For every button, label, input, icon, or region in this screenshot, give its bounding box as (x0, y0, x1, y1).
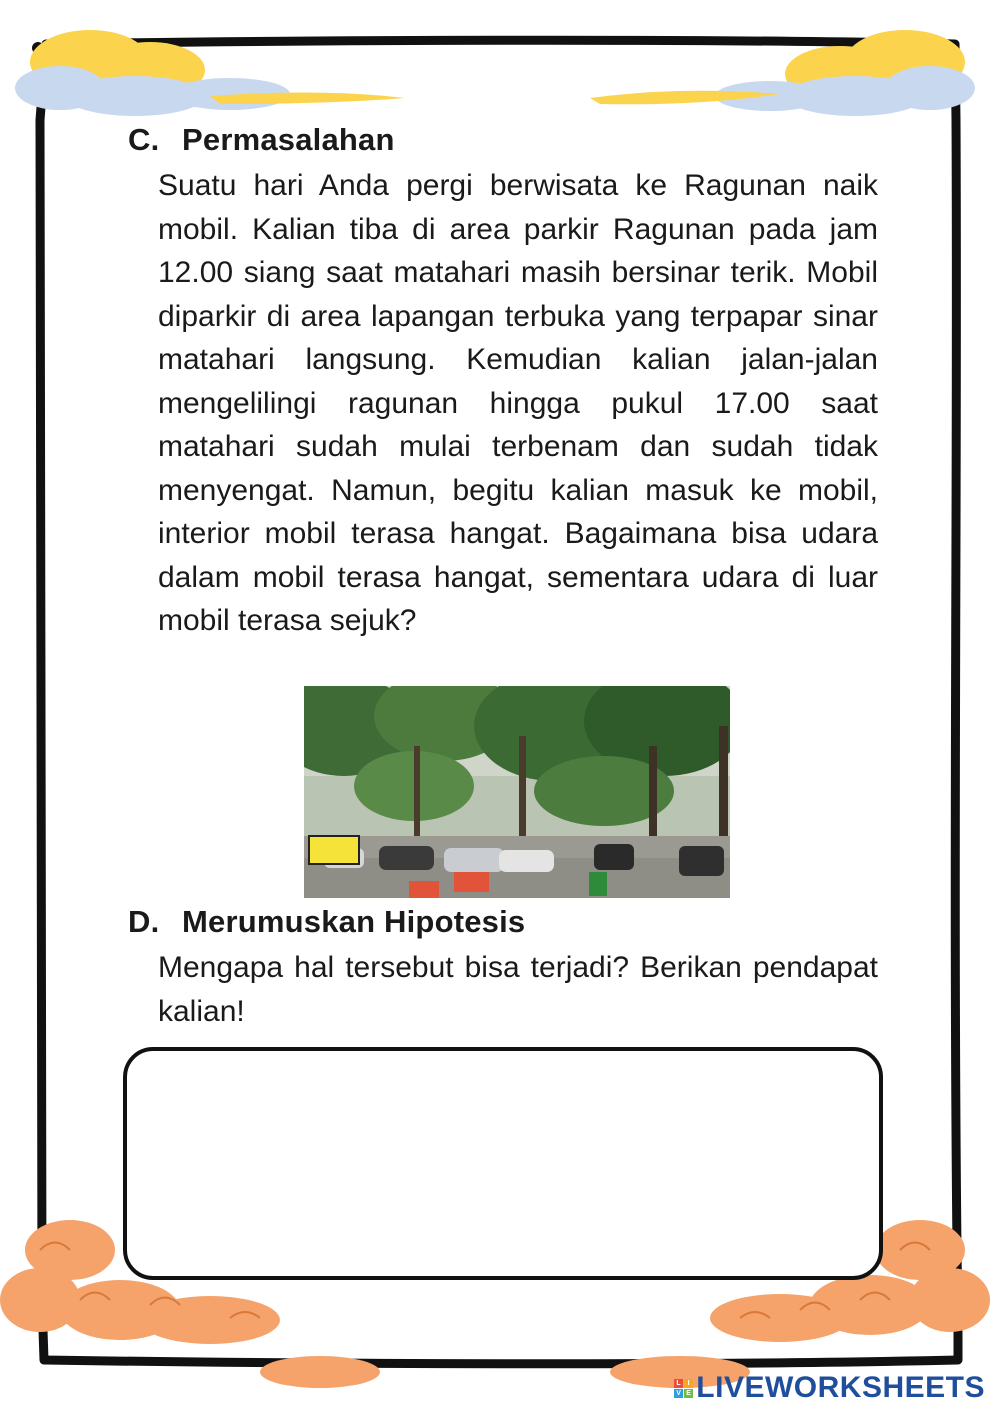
brand-text: LIVEWORKSHEETS (696, 1371, 985, 1404)
section-d-heading (128, 904, 525, 940)
parking-lot-photo (304, 686, 730, 898)
section-c-heading (128, 122, 395, 158)
section-c-body: Suatu hari Anda pergi berwisata ke Ragunan naik mobil. Kalian tiba di area parkir Ragunan pada jam 12.00 siang saat matahari masih bersinar terik. Mobil diparkir di area lapangan terbuka yang terpapar sinar matahari langsung. Kemudian kalian jalan-jalan mengelilingi ragunan hingga pukul 17.00 saat matahari sudah mulai terbenam dan sudah tidak menyengat. Namun, begitu kalian masuk ke mobil, interior mobil terasa hangat. Bagaimana bisa udara dalam mobil terasa hangat, sementara udara di luar mobil terasa sejuk? (158, 169, 878, 637)
section-c-letter: C. (128, 122, 160, 157)
section-d-letter: D. (128, 904, 160, 939)
section-c-title: Permasalahan (182, 122, 395, 157)
section-d-title: Merumuskan Hipotesis (182, 904, 526, 939)
liveworksheets-brand (674, 1371, 985, 1405)
liveworksheets-logo-icon: L I V E (676, 1379, 692, 1397)
section-d-body: Mengapa hal tersebut bisa terjadi? Berikan pendapat kalian! (158, 951, 878, 1028)
answer-textbox[interactable] (123, 1047, 883, 1280)
